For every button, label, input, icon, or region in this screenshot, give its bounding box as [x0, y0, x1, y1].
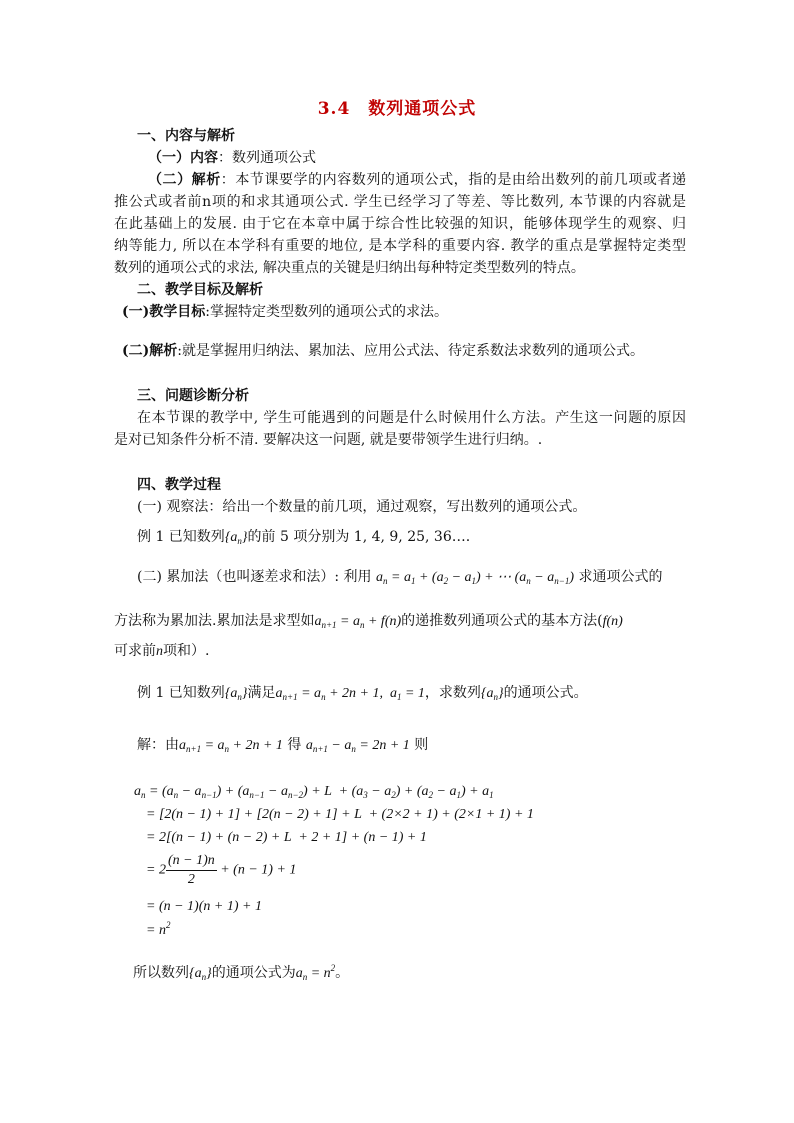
analysis-label: （二）解析 [148, 172, 221, 188]
solution-get: 得 [287, 737, 302, 753]
derivation-line-4: = 2 $\frac{(n - 1)n}{2}$ + (n − 1) + 1 [146, 853, 297, 887]
solution-intro: 解：由 [137, 737, 179, 753]
telescoping-basic: 的递推数列通项公式的基本方法( [401, 613, 603, 629]
derivation-line-6: = $n^2$ [146, 920, 171, 938]
telescoping-formula: $a_n = a_1 + (a_2 - a_1)$ + ⋯ $(a_n - a_{n-1})$ [376, 570, 574, 586]
conclusion-line [133, 962, 349, 985]
solution-difference: $a_{n+1} - a_n = 2n + 1$ [305, 738, 410, 754]
telescoping-method-line-1 [137, 566, 662, 589]
telescoping-suffix: 求通项公式的 [578, 569, 663, 585]
section-2-heading: 二、教学目标及解析 [137, 282, 263, 298]
conclusion-mid: 的通项公式为 [211, 965, 296, 981]
goal-line [122, 301, 448, 323]
goal-text: :掌握特定类型数列的通项公式的求法。 [205, 304, 448, 320]
sum-prefix: 可求前 [114, 643, 156, 659]
fraction: $\frac{(n - 1)n}{2}$ [167, 853, 215, 887]
example-2-end: 的通项公式。 [503, 685, 588, 701]
content-text: ：数列通项公式 [218, 150, 316, 166]
fn-formula: f(n) [602, 614, 623, 629]
derivation-line-1: $a_n = (a_n - a_{n-1}) + (a_{n-1} - a_{n-2}) + L + (a_3 - a_2) + (a_2 - a_1) + a_1$ [134, 784, 494, 800]
method-analysis-label: (二)解析 [122, 343, 178, 359]
example-2-intro: 例 1 已知数列 [137, 685, 225, 701]
content-line [148, 147, 316, 169]
conclusion-end: 。 [335, 965, 350, 981]
goal-label: (一)教学目标 [122, 304, 206, 320]
method-analysis-text: :就是掌握用归纳法、累加法、应用公式法、待定系数法求数列的通项公式。 [177, 343, 644, 359]
telescoping-method-line-3 [114, 640, 209, 663]
method-analysis-line [122, 340, 644, 362]
content-label: （一）内容 [148, 150, 218, 166]
example-1-intro: 例 1 已知数列 [137, 529, 225, 545]
recurrence-formula: $a_{n+1} = a_n + f(n)$ [314, 614, 402, 630]
telescoping-intro: (二) 累加法（也叫逐差求和法）: 利用 [137, 569, 372, 585]
analysis-line-1 [148, 169, 686, 191]
derivation-line-2: = [2(n − 1) + 1] + [2(n − 2) + 1] + L + (2×2 + 1) + (2×1 + 1) + 1 [146, 807, 534, 822]
observation-method-line: (一) 观察法：给出一个数量的前几项，通过观察，写出数列的通项公式。 [137, 499, 587, 515]
analysis-text-1: ：本节课要学的内容数列的通项公式，指的是由给出数列的前几项或者递 [220, 172, 687, 188]
solution-then: 则 [414, 737, 429, 753]
analysis-line-4: 纳等能力, 所以在本学科有重要的地位, 是本学科的重要内容. 教学的重点是掌握特定类型 [114, 238, 686, 254]
given-recurrence: $a_{n+1} = a_n + 2n + 1$, $a_1 = 1$ [275, 686, 425, 702]
telescoping-method-line-2 [114, 610, 623, 633]
analysis-line-3: 在此基础上的发展. 由于它在本章中属于综合性比较强的知识，能够体现学生的观察、归 [114, 216, 686, 232]
sum-suffix: 项和）. [163, 643, 210, 659]
telescoping-definition: 方法称为累加法.累加法是求型如 [114, 613, 315, 629]
example-2-line [137, 682, 588, 705]
solution-line [137, 734, 428, 757]
sequence-formula-4: $\{a_n\}$ [189, 966, 212, 982]
sequence-formula-2: $\{a_n\}$ [224, 686, 248, 702]
diagnosis-line-2: 是对已知条件分析不清. 要解决这一问题, 就是要带领学生进行归纳。. [114, 432, 543, 448]
example-1-line [137, 526, 470, 549]
example-2-ask: ，求数列 [424, 685, 481, 701]
derivation-line-5: = (n − 1)(n + 1) + 1 [146, 899, 262, 914]
sequence-formula-3: $\{a_n\}$ [480, 686, 504, 702]
analysis-line-2: 推公式或者前n项的和求其通项公式. 学生已经学习了等差、等比数列, 本节课的内容就是 [114, 194, 686, 210]
analysis-line-5: 数列的通项公式的求法, 解决重点的关键是归纳出每种特定类型数列的特点。 [114, 260, 585, 276]
n-variable: n [156, 644, 163, 659]
derivation-line-3: = 2[(n − 1) + (n − 2) + L + 2 + 1] + (n − 1) + 1 [146, 830, 427, 845]
example-2-given: 满足 [247, 685, 276, 701]
answer-formula: $a_n = n^2$ [295, 963, 336, 982]
section-3-heading: 三、问题诊断分析 [137, 388, 249, 404]
solution-recurrence: $a_{n+1} = a_n + 2n + 1$ [179, 738, 283, 754]
page-title: 3.4 数列通项公式 [317, 99, 477, 119]
example-1-end: . [465, 529, 471, 545]
diagnosis-line-1: 在本节课的教学中, 学生可能遇到的问题是什么时候用什么方法。产生这一问题的原因 [137, 410, 686, 426]
conclusion-intro: 所以数列 [133, 965, 189, 981]
section-4-heading: 四、教学过程 [137, 477, 221, 493]
sequence-formula: $\{a_n\}$ [224, 530, 248, 546]
section-1-heading: 一、内容与解析 [137, 128, 235, 144]
example-1-terms: 的前 5 项分别为 1, 4, 9, 25, 36… [247, 529, 466, 545]
